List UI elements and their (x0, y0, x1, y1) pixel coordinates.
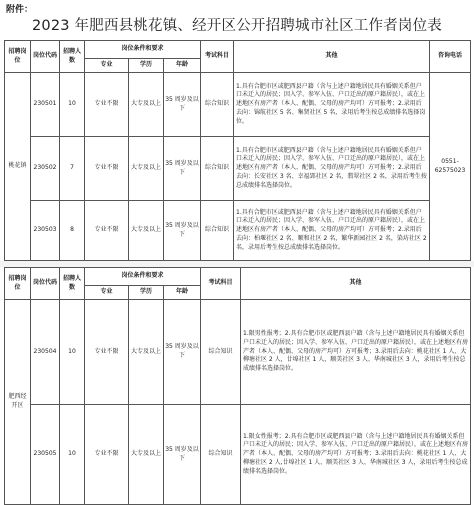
header-phone: 咨询电话 (430, 41, 471, 73)
age-cell: 35 周岁及以下 (164, 73, 201, 137)
table-row (5, 73, 471, 137)
edu-cell: 大专及以上 (129, 300, 164, 405)
exam-cell: 综合知识 (201, 300, 241, 405)
unit-cell: 肥西经开区 (5, 300, 31, 505)
age-cell: 35 周岁及以下 (164, 405, 201, 505)
exam-cell: 综合知识 (201, 137, 234, 201)
page-title: 2023 年肥西县桃花镇、经开区公开招聘城市社区工作者岗位表 (31, 18, 442, 34)
exam-cell: 综合知识 (201, 405, 241, 505)
other-cell: 1.具有合肥市区或肥西县户籍（含与上述户籍地居民具有婚姻关系但户口未迁入的居民；因入学、参军入伍、户口迁出的原户籍居民），或在上述地区有房产者（本人、配偶、父母的房产均可）方可报考；2.录用后去向：长安社区 3 名、幸福郢社区 2 名，翡翠社区 2 名，录用后考生按总成绩排名选择岗位。 (234, 137, 430, 201)
exam-cell: 综合知识 (201, 201, 234, 261)
header-major: 专业 (85, 286, 129, 300)
major-cell: 专业不限 (85, 300, 129, 405)
age-cell: 35 周岁及以下 (164, 300, 201, 405)
code-cell: 230501 (31, 73, 60, 137)
major-cell: 专业不限 (85, 201, 129, 261)
header-other: 其他 (241, 268, 471, 300)
header-exam: 考试科目 (201, 268, 241, 300)
header-count: 招聘人数 (60, 41, 85, 73)
unit-cell: 桃花镇 (5, 73, 31, 261)
table-row (5, 405, 471, 505)
table-header-row (5, 41, 471, 59)
major-cell: 专业不限 (85, 73, 129, 137)
edu-cell: 大专及以上 (129, 405, 164, 505)
table-row (5, 137, 471, 201)
major-cell: 专业不限 (85, 405, 129, 505)
count-cell: 10 (60, 405, 85, 505)
header-code: 岗位代码 (31, 41, 60, 73)
major-cell: 专业不限 (85, 137, 129, 201)
positions-table-taohua (4, 40, 471, 261)
header-edu: 学历 (129, 59, 164, 73)
header-count: 招聘人数 (60, 268, 85, 300)
code-cell: 230502 (31, 137, 60, 201)
positions-table-jingkai (4, 267, 471, 505)
header-conditions: 岗位条件和要求 (85, 268, 201, 286)
header-edu: 学历 (129, 286, 164, 300)
age-cell: 35 周岁及以下 (164, 137, 201, 201)
count-cell: 10 (60, 300, 85, 405)
header-other: 其他 (234, 41, 430, 73)
code-cell: 230505 (31, 405, 60, 505)
age-cell: 35 周岁及以下 (164, 201, 201, 261)
header-conditions: 岗位条件和要求 (85, 41, 201, 59)
other-cell: 1.限女性报考；2.具有合肥市区或肥西县户籍（含与上述户籍地居民具有婚姻关系但户口未迁入的居民；因入学、参军入伍、户口迁出的原户籍居民），或在上述地区有房产者（本人、配偶、父母的房产均可）方可报考；3.录用后去向：桃花社区 1 人、大柳塘社区 2 人,廿埠社区 1 人、顺美社区 3 人、华南城社区 3 人，录用后考生按总成绩排名选择岗位。 (241, 405, 471, 505)
phone-cell: 0551-62575023 (430, 73, 471, 261)
count-cell: 10 (60, 73, 85, 137)
count-cell: 8 (60, 201, 85, 261)
code-cell: 230503 (31, 201, 60, 261)
edu-cell: 大专及以上 (129, 137, 164, 201)
header-age: 年龄 (164, 59, 201, 73)
header-code: 岗位代码 (31, 268, 60, 300)
header-age: 年龄 (164, 286, 201, 300)
exam-cell: 综合知识 (201, 73, 234, 137)
count-cell: 7 (60, 137, 85, 201)
other-cell: 1.具有合肥市区或肥西县户籍（含与上述户籍地居民具有婚姻关系但户口未迁入的居民；因入学、参军入伍、户口迁出的原户籍居民），或在上述地区有房产者（本人、配偶、父母的房产均可）方可报考；2.录用后去向：柏堰社区 2 名、顺和社区 2 名，繁华新园社区 2 名，染坊社区 2 名，录用后考生按总成绩排名选择岗位。 (234, 201, 430, 261)
other-cell: 1.具有合肥市区或肥西县户籍（含与上述户籍地居民具有婚姻关系但户口未迁入的居民；因入学、参军入伍、户口迁出的原户籍居民），或在上述地区有房产者（本人、配偶、父母的房产均可）方可报考；2.录用后去向：锦航社区 5 名、集贤社区 5 名，录用后考生按总成绩排名选择岗位。 (234, 73, 430, 137)
edu-cell: 大专及以上 (129, 201, 164, 261)
header-unit: 招聘岗位 (5, 41, 31, 73)
header-major: 专业 (85, 59, 129, 73)
header-exam: 考试科目 (201, 41, 234, 73)
table-row (5, 201, 471, 261)
header-unit: 招聘岗位 (5, 268, 31, 300)
other-cell: 1.限男性报考；2.具有合肥市区或肥西县户籍（含与上述户籍地居民具有婚姻关系但户口未迁入的居民；因入学、参军入伍、户口迁出的原户籍居民），或在上述地区有房产者（本人、配偶、父母的房产均可）方可报考；3.录用后去向：桃花社区 1 人、大柳塘社区 2 人，廿埠社区 1 人，顺美社区 3 人、华南城社区 3 人，录用后考生按总成绩排名选择岗位。 (241, 300, 471, 405)
edu-cell: 大专及以上 (129, 73, 164, 137)
code-cell: 230504 (31, 300, 60, 405)
attachment-label: 附件： (6, 5, 34, 15)
table-header-row (5, 268, 471, 286)
table-row (5, 300, 471, 405)
